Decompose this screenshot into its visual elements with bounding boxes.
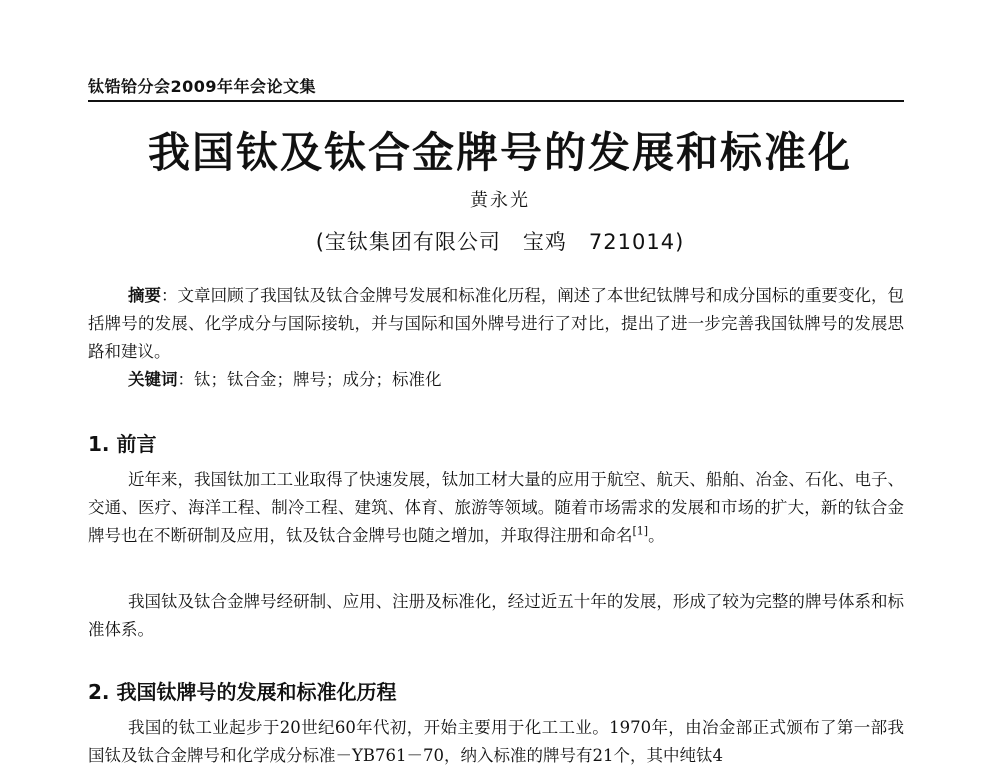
author-affiliation: (宝钛集团有限公司 宝鸡 721014) xyxy=(315,230,685,254)
abstract-paragraph xyxy=(88,282,904,366)
section-1-heading: 1. 前言 xyxy=(88,432,157,456)
citation-1: [1] xyxy=(632,524,649,538)
section-1-paragraph-2: 我国钛及钛合金牌号经研制、应用、注册及标准化，经过近五十年的发展，形成了较为完整的牌号体系和标准体系。 xyxy=(88,592,904,639)
paper-title: 我国钛及钛合金牌号的发展和标准化 xyxy=(147,128,852,177)
section-2-paragraph-1: 我国的钛工业起步于20世纪60年代初，开始主要用于化工工业。1970年，由冶金部正式颁布了第一部我国钛及钛合金牌号和化学成分标准－YB761－70，纳入标准的牌号有21个，其中纯钛4 xyxy=(88,718,904,765)
keywords-label: 关键词 xyxy=(128,370,178,389)
section-2-heading: 2. 我国钛牌号的发展和标准化历程 xyxy=(88,680,397,704)
section-1-paragraph-1-end: 。 xyxy=(648,526,665,545)
abstract-label: 摘要 xyxy=(128,286,162,305)
running-header: 钛锆铪分会2009年年会论文集 xyxy=(88,77,317,96)
keywords-paragraph xyxy=(88,366,904,394)
section-1-paragraph-1 xyxy=(88,466,904,550)
section-1-paragraph-1-text: 近年来，我国钛加工工业取得了快速发展，钛加工材大量的应用于航空、航天、船舶、冶金、石化、电子、交通、医疗、海洋工程、制冷工程、建筑、体育、旅游等领域。随着市场需求的发展和市场的扩大，新的钛合金牌号也在不断研制及应用，钛及钛合金牌号也随之增加，并取得注册和命名 xyxy=(88,470,904,545)
abstract-text: ：文章回顾了我国钛及钛合金牌号发展和标准化历程，阐述了本世纪钛牌号和成分国标的重要变化，包括牌号的发展、化学成分与国际接轨，并与国际和国外牌号进行了对比，提出了进一步完善我国钛牌号的发展思路和建议。 xyxy=(88,286,905,361)
keywords-text: ：钛；钛合金；牌号；成分；标准化 xyxy=(177,370,442,389)
author-name: 黄永光 xyxy=(470,190,530,211)
header-rule xyxy=(88,100,904,102)
